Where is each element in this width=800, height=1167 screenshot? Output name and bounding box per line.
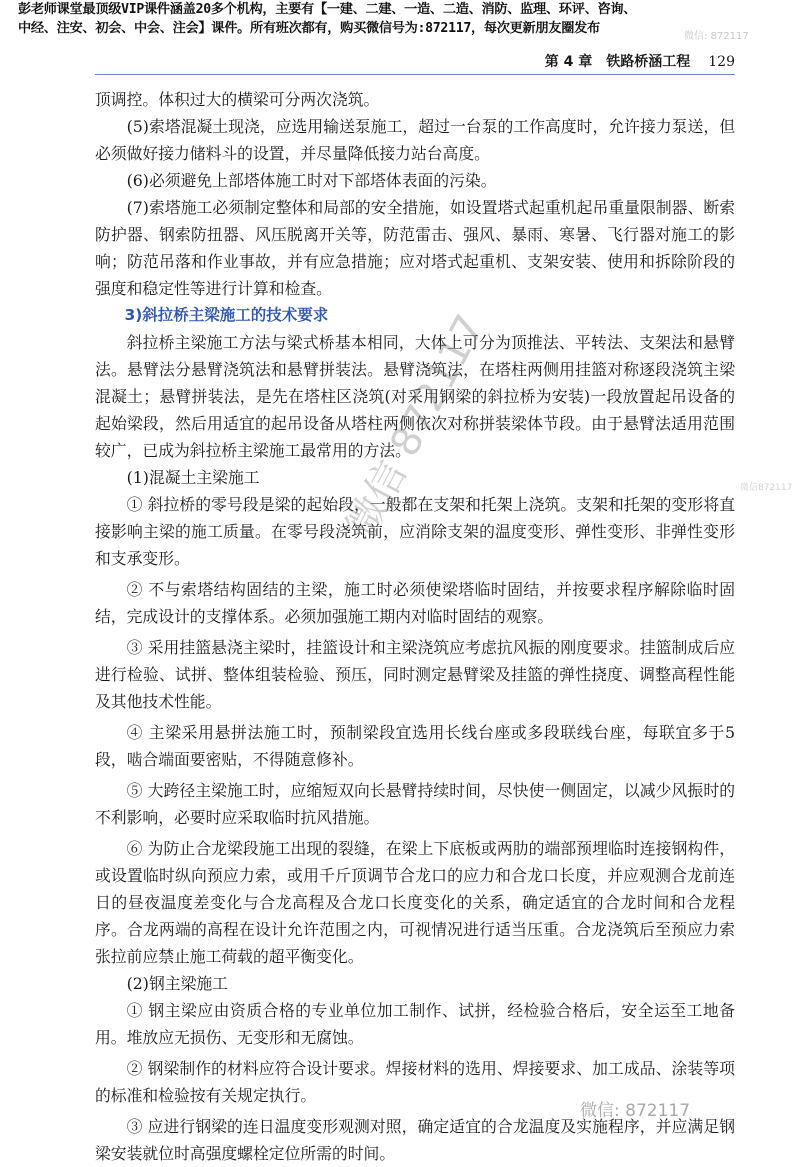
watermark-mid: 微信872117 [740, 483, 793, 493]
list-item: ① 斜拉桥的零号段是梁的起始段，一般都在支架和托架上浇筑。支架和托架的变形将直接影响主梁的施工质量。在零号段浇筑前，应消除支架的温度变形、弹性变形、非弹性变形和支承变形。 [95, 495, 735, 568]
subsection-heading: (2)钢主梁施工 [126, 974, 228, 993]
watermark-bottom: 微信: 872117 [580, 1101, 691, 1121]
paragraph: 斜拉桥主梁施工方法与梁式桥基本相同，大体上可分为顶推法、平转法、支架法和悬臂法。悬臂法分悬臂浇筑法和悬臂拼装法。悬臂浇筑法，在塔柱两侧用挂篮对称逐段浇筑主梁混凝土；悬臂拼装法，是先在塔柱区浇筑(对采用钢梁的斜拉桥为安装)一段放置起吊设备的起始梁段，然后用适宜的起吊设备从塔柱两侧依次对称拼装梁体节段。由于悬臂法适用范围较广，已成为斜拉桥主梁施工最常用的方法。 [95, 333, 735, 460]
paragraph: (6)必须避免上部塔体施工时对下部塔体表面的污染。 [126, 171, 497, 190]
subsection-heading: (1)混凝土主梁施工 [126, 468, 260, 487]
list-item: ③ 采用挂篮悬浇主梁时，挂篮设计和主梁浇筑应考虑抗风振的刚度要求。挂篮制成后应进行检验、试拼、整体组装检验、预压，同时测定悬臂梁及挂篮的弹性挠度、调整高程性能及其他技术性能。 [95, 638, 735, 711]
list-item: ④ 主梁采用悬拼法施工时，预制梁段宜选用长线台座或多段联线台座，每联宜多于5段，啮合端面要密贴，不得随意修补。 [95, 723, 735, 769]
watermark-top: 微信: 872117 [684, 31, 749, 42]
list-item: ⑥ 为防止合龙梁段施工出现的裂缝，在梁上下底板或两肋的端部预埋临时连接钢构件，或设置临时纵向预应力索，或用千斤顶调节合龙口的应力和合龙口长度，并应观测合龙前连日的昼夜温度差变化与合龙高程及合龙口长度变化的关系，确定适宜的合龙时间和合龙程序。合龙两端的高程在设计允许范围之内，可视情况进行适当压重。合龙浇筑后至预应力索张拉前应禁止施工荷载的超平衡变化。 [95, 839, 735, 966]
list-item: ① 钢主梁应由资质合格的专业单位加工制作、试拼，经检验合格后，安全运至工地备用。堆放应无损伤、无变形和无腐蚀。 [95, 1001, 735, 1047]
promo-line-2: 中经、注安、初会、中会、注会】课件。所有班次都有，购买微信号为:872117，每次更新朋友圈发布 [18, 21, 600, 36]
watermark-diagonal: 微信 872117 [337, 307, 494, 546]
list-item: ③ 应进行钢梁的连日温度变形观测对照，确定适宜的合龙温度及实施程序，并应满足钢梁安装就位时高强度螺栓定位所需的时间。 [95, 1117, 735, 1163]
paragraph: (5)索塔混凝土现浇，应选用输送泵施工，超过一台泵的工作高度时，允许接力泵送，但必须做好接力储料斗的设置，并尽量降低接力站台高度。 [95, 117, 735, 163]
section-heading: 3)斜拉桥主梁施工的技术要求 [124, 306, 329, 324]
promo-banner [18, 0, 788, 38]
page-body [95, 86, 735, 1167]
page-number: 129 [708, 54, 735, 70]
paragraph: 顶调控。体积过大的横梁可分两次浇筑。 [95, 90, 380, 109]
paragraph: (7)索塔施工必须制定整体和局部的安全措施，如设置塔式起重机起吊重量限制器、断索防护器、钢索防扭器、风压脱离开关等，防范雷击、强风、暴雨、寒暑、飞行器对施工的影响；防范吊落和作业事故，并有应急措施；应对塔式起重机、支架安装、使用和拆除阶段的强度和稳定性等进行计算和检查。 [95, 198, 735, 298]
list-item: ② 不与索塔结构固结的主梁，施工时必须使梁塔临时固结，并按要求程序解除临时固结，完成设计的支撑体系。必须加强施工期内对临时固结的观察。 [95, 580, 735, 626]
running-header [95, 52, 735, 75]
chapter-title: 第 4 章 铁路桥涵工程 [544, 54, 691, 70]
promo-line-1: 彭老师课堂最顶级VIP课件涵盖20多个机构，主要有【一建、二建、一造、二造、消防、监理、环评、咨询、 [18, 2, 637, 17]
list-item: ② 钢梁制作的材料应符合设计要求。焊接材料的选用、焊接要求、加工成品、涂装等项的标准和检验按有关规定执行。 [95, 1059, 735, 1105]
list-item: ⑤ 大跨径主梁施工时，应缩短双向长悬臂持续时间，尽快使一侧固定，以减少风振时的不利影响，必要时应采取临时抗风措施。 [95, 781, 735, 827]
